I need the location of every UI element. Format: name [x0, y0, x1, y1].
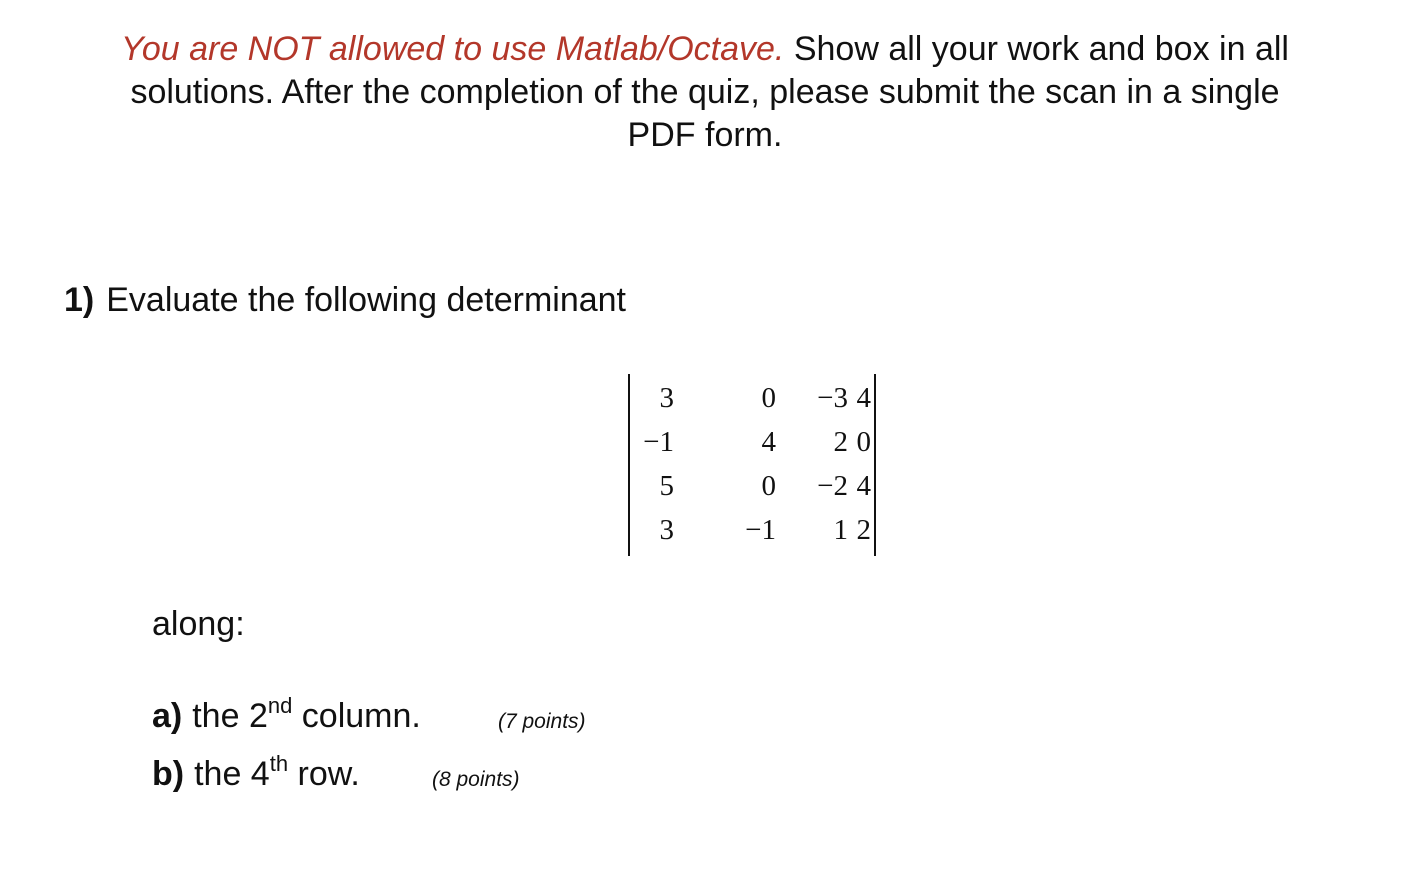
part-a-text: the 2 [192, 697, 268, 735]
part-b-text-end: row. [288, 755, 360, 793]
matrix-cell: −2 [817, 470, 848, 502]
part-a-ordinal: nd [267, 693, 293, 718]
part-a-points: (7 points) [498, 710, 586, 733]
matrix-cell: 0 [761, 470, 776, 502]
matrix-row [630, 508, 874, 552]
matrix-cell: 2 [856, 514, 871, 546]
instructions-line-2: solutions. After the completion of the quiz, please submit the scan in a single [130, 73, 1280, 111]
determinant-matrix [628, 374, 876, 556]
matlab-warning: You are NOT allowed to use Matlab/Octave. [121, 30, 785, 68]
matrix-cell: −1 [745, 514, 776, 546]
matrix-cell: 5 [659, 470, 674, 502]
matrix-cell: 4 [761, 426, 776, 458]
question-number: 1) [64, 281, 95, 319]
matrix-cell: 3 [659, 382, 674, 414]
instructions [0, 28, 1410, 157]
part-a-label: a) [152, 697, 183, 735]
matrix-row [630, 420, 874, 464]
matrix-cell: 4 [856, 470, 871, 502]
part-a [152, 693, 586, 736]
part-b-label: b) [152, 755, 185, 793]
part-a-text-end: column. [292, 697, 421, 735]
matrix-cell: 4 [856, 382, 871, 414]
question-text: Evaluate the following determinant [106, 281, 626, 319]
question-1 [64, 280, 626, 320]
part-b-ordinal: th [269, 751, 289, 776]
matrix-cell: 1 [833, 514, 848, 546]
part-b [152, 751, 520, 794]
instructions-line-1-rest: Show all your work and box in all [784, 30, 1289, 68]
matrix-cell: 3 [659, 514, 674, 546]
instructions-line-3: PDF form. [627, 116, 783, 154]
matrix-cell: 0 [856, 426, 871, 458]
along-label: along: [152, 605, 245, 643]
matrix-cell: −1 [643, 426, 674, 458]
matrix-cell: 2 [833, 426, 848, 458]
instructions-line-1 [0, 28, 1410, 71]
matrix-row [630, 464, 874, 508]
matrix-cell: −3 [817, 382, 848, 414]
part-b-text: the 4 [194, 755, 270, 793]
matrix-row [630, 376, 874, 420]
matrix-cell: 0 [761, 382, 776, 414]
part-b-points: (8 points) [432, 768, 520, 791]
